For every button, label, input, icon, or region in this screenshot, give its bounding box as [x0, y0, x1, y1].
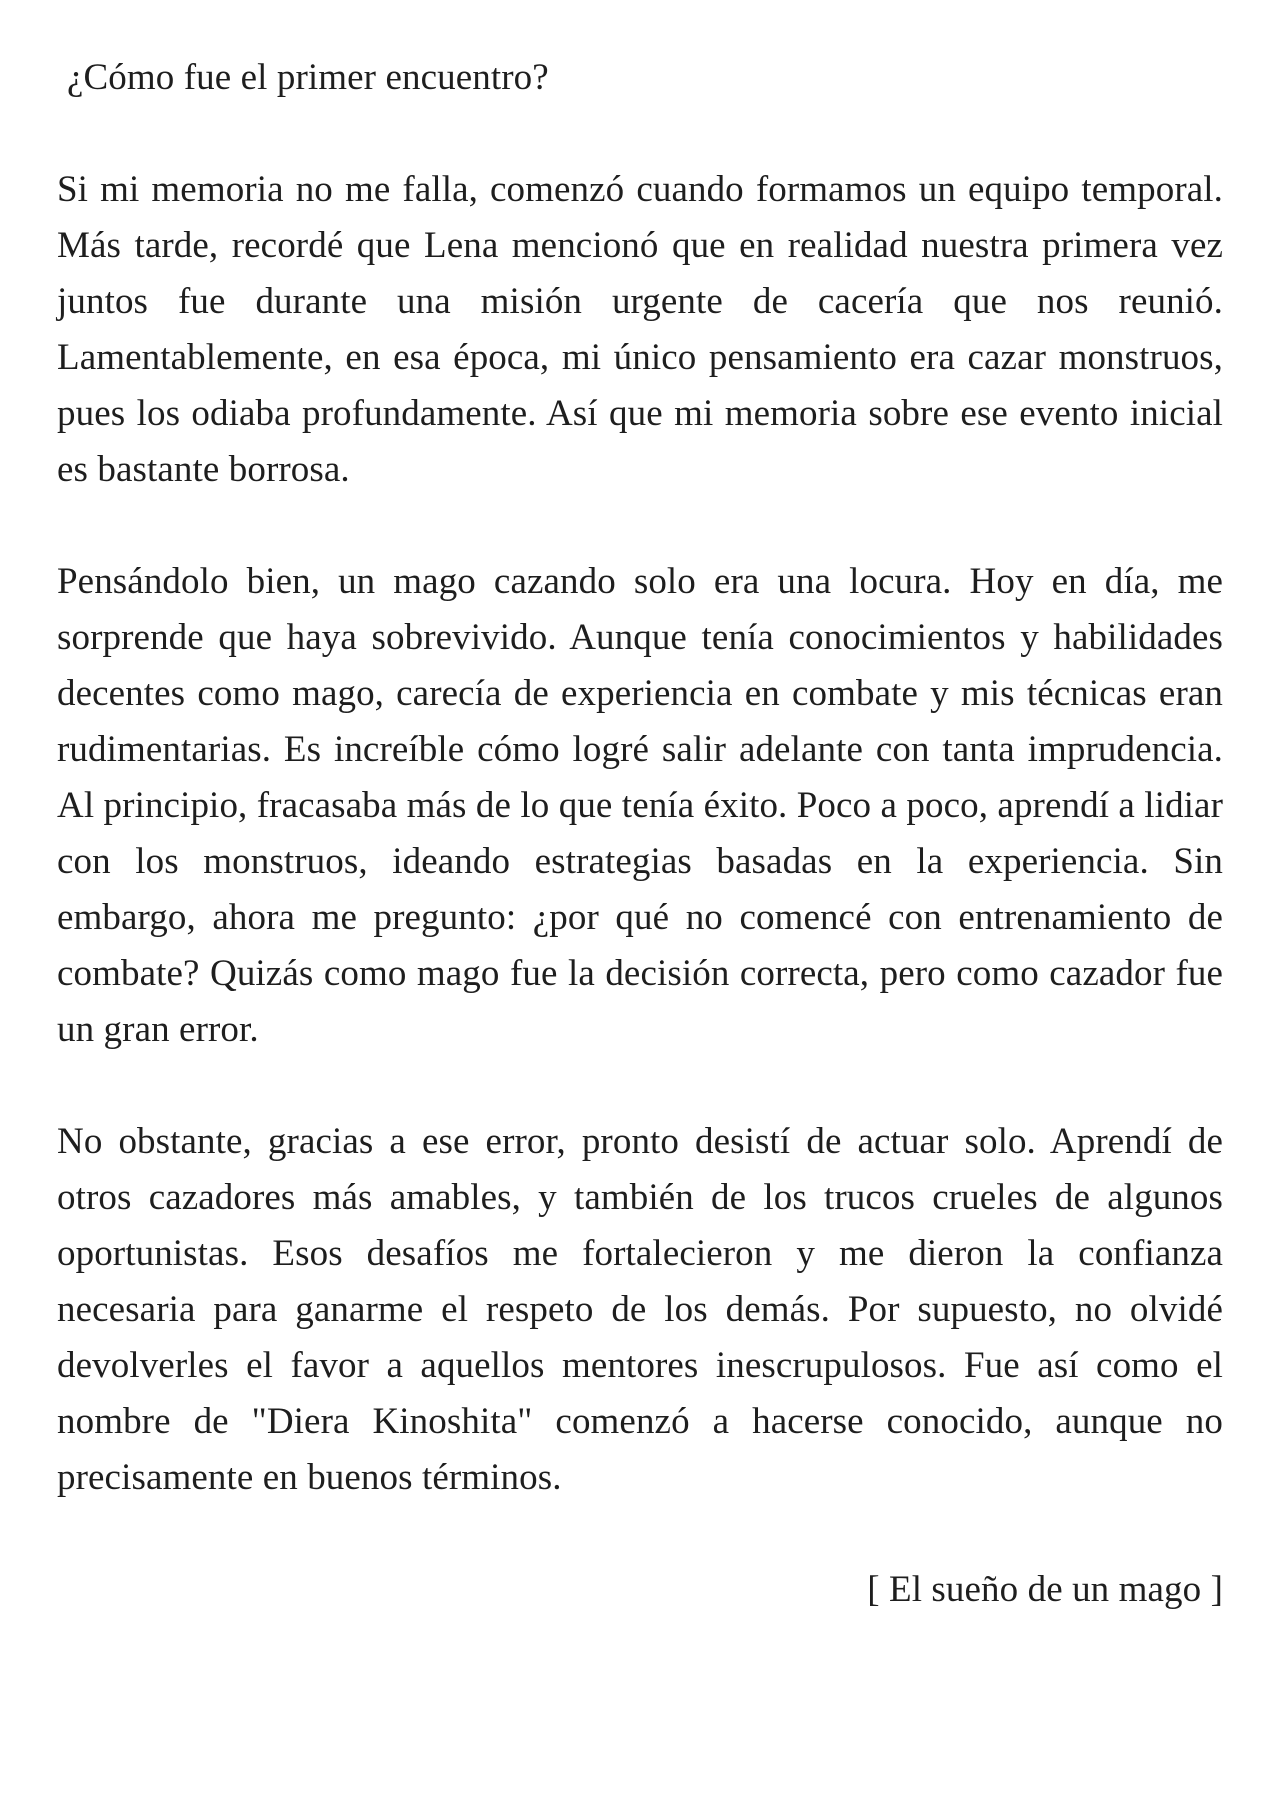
document-page [57, 50, 1223, 1618]
chapter-signature: [ El sueño de un mago ] [867, 1569, 1223, 1610]
paragraph-first-encounter: Si mi memoria no me falla, comenzó cuando formamos un equipo temporal. Más tarde, recordé que Lena mencionó que en realidad nuestra primera vez juntos fue durante una misión urgente de cacería que nos reunió. Lamentablemente, en esa época, mi único pensamiento era cazar monstruos, pues los odiaba profundamente. Así que mi memoria sobre ese evento inicial es bastante borrosa. [57, 169, 1223, 490]
section-question-heading: ¿Cómo fue el primer encuentro? [67, 57, 549, 98]
paragraph-solo-hunting: Pensándolo bien, un mago cazando solo era una locura. Hoy en día, me sorprende que haya sobrevivido. Aunque tenía conocimientos y habilidades decentes como mago, carecía de experiencia en combate y mis técnicas eran rudimentarias. Es increíble cómo logré salir adelante con tanta imprudencia. Al principio, fracasaba más de lo que tenía éxito. Poco a poco, aprendí a lidiar con los monstruos, ideando estrategias basadas en la experiencia. Sin embargo, ahora me pregunto: ¿por qué no comencé con entrenamiento de combate? Quizás como mago fue la decisión correcta, pero como cazador fue un gran error. [57, 561, 1223, 1050]
paragraph-reputation: No obstante, gracias a ese error, pronto desistí de actuar solo. Aprendí de otros cazadores más amables, y también de los trucos crueles de algunos oportunistas. Esos desafíos me fortalecieron y me dieron la confianza necesaria para ganarme el respeto de los demás. Por supuesto, no olvidé devolverles el favor a aquellos mentores inescrupulosos. Fue así como el nombre de "Diera Kinoshita" comenzó a hacerse conocido, aunque no precisamente en buenos términos. [57, 1121, 1223, 1498]
